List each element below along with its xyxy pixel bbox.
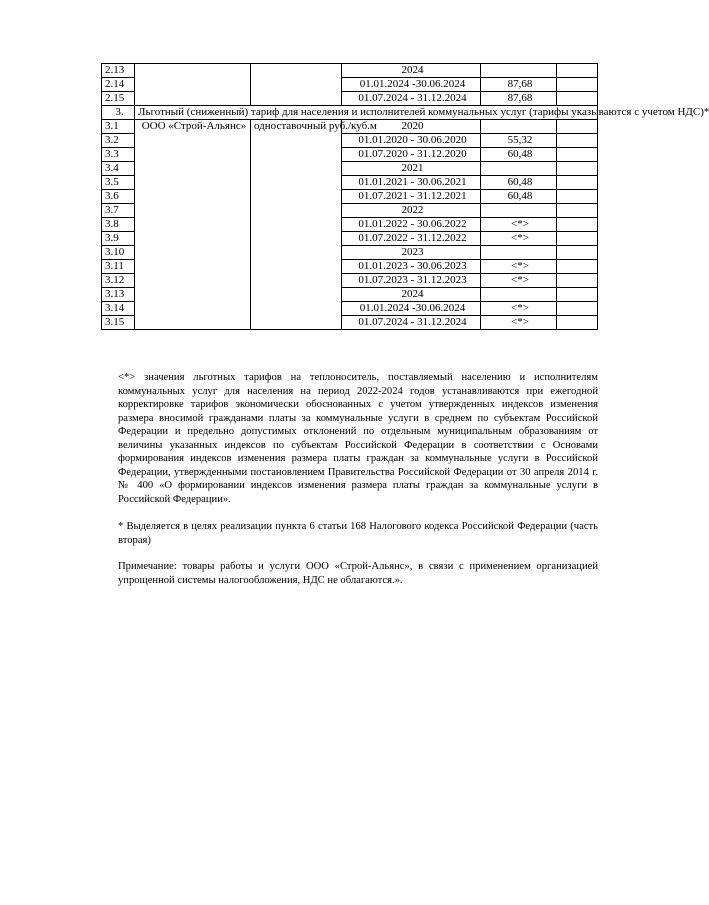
period-cell: 01.07.2020 - 31.12.2020: [342, 148, 481, 162]
extra-cell: [557, 218, 598, 232]
value-cell: <*>: [481, 316, 557, 330]
value-cell: <*>: [481, 274, 557, 288]
row-number: 2.14: [102, 78, 135, 92]
section-title: Льготный (сниженный) тариф для населения и исполнителей коммунальных услуг (тарифы указываются с учетом НДС)*: [135, 106, 598, 120]
row-number: 3.13: [102, 288, 135, 302]
value-cell: 60,48: [481, 190, 557, 204]
value-cell: 87,68: [481, 92, 557, 106]
year-cell: 2022: [342, 204, 481, 218]
extra-cell: [557, 148, 598, 162]
section-number: 3.: [102, 106, 135, 120]
extra-cell: [557, 162, 598, 176]
row-number: 2.13: [102, 64, 135, 78]
row-number: 3.11: [102, 260, 135, 274]
value-cell: <*>: [481, 232, 557, 246]
extra-cell: [557, 92, 598, 106]
section-header-row: [102, 106, 598, 120]
extra-cell: [557, 288, 598, 302]
period-cell: 01.01.2024 -30.06.2024: [342, 302, 481, 316]
extra-cell: [557, 232, 598, 246]
value-cell: 55,32: [481, 134, 557, 148]
value-cell: 60,48: [481, 176, 557, 190]
value-cell: [481, 162, 557, 176]
value-cell: 60,48: [481, 148, 557, 162]
year-cell: 2021: [342, 162, 481, 176]
period-cell: 01.01.2024 -30.06.2024: [342, 78, 481, 92]
row-number: 3.12: [102, 274, 135, 288]
extra-cell: [557, 302, 598, 316]
note-text: Примечание: товары работы и услуги ООО «Строй-Альянс», в связи с применением организацией упрощенной системы налогообложения, НДС не облагаются.».: [118, 561, 598, 586]
row-number: 3.15: [102, 316, 135, 330]
org-cell-empty: [135, 64, 251, 106]
period-cell: 01.07.2024 - 31.12.2024: [342, 316, 481, 330]
year-cell: 2024: [342, 64, 481, 78]
extra-cell: [557, 176, 598, 190]
period-cell: 01.07.2024 - 31.12.2024: [342, 92, 481, 106]
extra-cell: [557, 78, 598, 92]
year-cell: 2024: [342, 288, 481, 302]
row-number: 3.5: [102, 176, 135, 190]
footnote-star-text: <*> значения льготных тарифов на теплоноситель, поставляемый населению и исполнителям коммунальных услуг для населения на период 2022-2024 годов устанавливаются при ежегодной корректировке тарифов экономически обоснованных с учетом утвержденных индексов изменения размера вносимой гражданами платы за коммунальные услуги в среднем по субъектам Российской Федерации и предельно допустимых отклонений по отдельным муниципальным образованиям от величины указанных индексов по субъектам Российской Федерации в соответствии с Основами формирования индексов изменения размера платы граждан за коммунальные услуги в Российской Федерации, утвержденными постановлением Правительства Российской Федерации от 30 апреля 2014 г. № 400 «О формировании индексов изменения размера платы граждан за коммунальные услуги в Российской Федерации».: [118, 372, 598, 505]
value-cell: <*>: [481, 260, 557, 274]
unit-label: одноставочный руб./куб.м: [251, 120, 342, 330]
period-cell: 01.01.2020 - 30.06.2020: [342, 134, 481, 148]
extra-cell: [557, 274, 598, 288]
value-cell: [481, 288, 557, 302]
row-number: 3.14: [102, 302, 135, 316]
row-number: 3.8: [102, 218, 135, 232]
period-cell: 01.01.2023 - 30.06.2023: [342, 260, 481, 274]
extra-cell: [557, 64, 598, 78]
period-cell: 01.01.2022 - 30.06.2022: [342, 218, 481, 232]
extra-cell: [557, 316, 598, 330]
row-number: 2.15: [102, 92, 135, 106]
organization-name: ООО «Строй-Альянс»: [135, 120, 251, 330]
value-cell: [481, 120, 557, 134]
row-number: 3.7: [102, 204, 135, 218]
period-cell: 01.07.2023 - 31.12.2023: [342, 274, 481, 288]
value-cell: <*>: [481, 218, 557, 232]
extra-cell: [557, 134, 598, 148]
row-number: 3.10: [102, 246, 135, 260]
value-cell: [481, 246, 557, 260]
extra-cell: [557, 204, 598, 218]
value-cell: [481, 64, 557, 78]
year-cell: 2023: [342, 246, 481, 260]
value-cell: [481, 204, 557, 218]
period-cell: 01.01.2021 - 30.06.2021: [342, 176, 481, 190]
period-cell: 01.07.2021 - 31.12.2021: [342, 190, 481, 204]
unit-cell-empty: [251, 64, 342, 106]
value-cell: 87,68: [481, 78, 557, 92]
extra-cell: [557, 190, 598, 204]
period-cell: 01.07.2022 - 31.12.2022: [342, 232, 481, 246]
extra-cell: [557, 120, 598, 134]
row-number: 3.3: [102, 148, 135, 162]
table-row: [102, 64, 598, 78]
extra-cell: [557, 246, 598, 260]
extra-cell: [557, 260, 598, 274]
value-cell: <*>: [481, 302, 557, 316]
row-number: 3.9: [102, 232, 135, 246]
table-row: [102, 120, 598, 134]
row-number: 3.1: [102, 120, 135, 134]
footnote-nds-text: * Выделяется в целях реализации пункта 6 статьи 168 Налогового кодекса Российской Федерации (часть вторая): [118, 521, 598, 546]
row-number: 3.6: [102, 190, 135, 204]
row-number: 3.2: [102, 134, 135, 148]
row-number: 3.4: [102, 162, 135, 176]
tariff-table: [101, 63, 709, 330]
year-cell: 2020: [342, 120, 481, 134]
